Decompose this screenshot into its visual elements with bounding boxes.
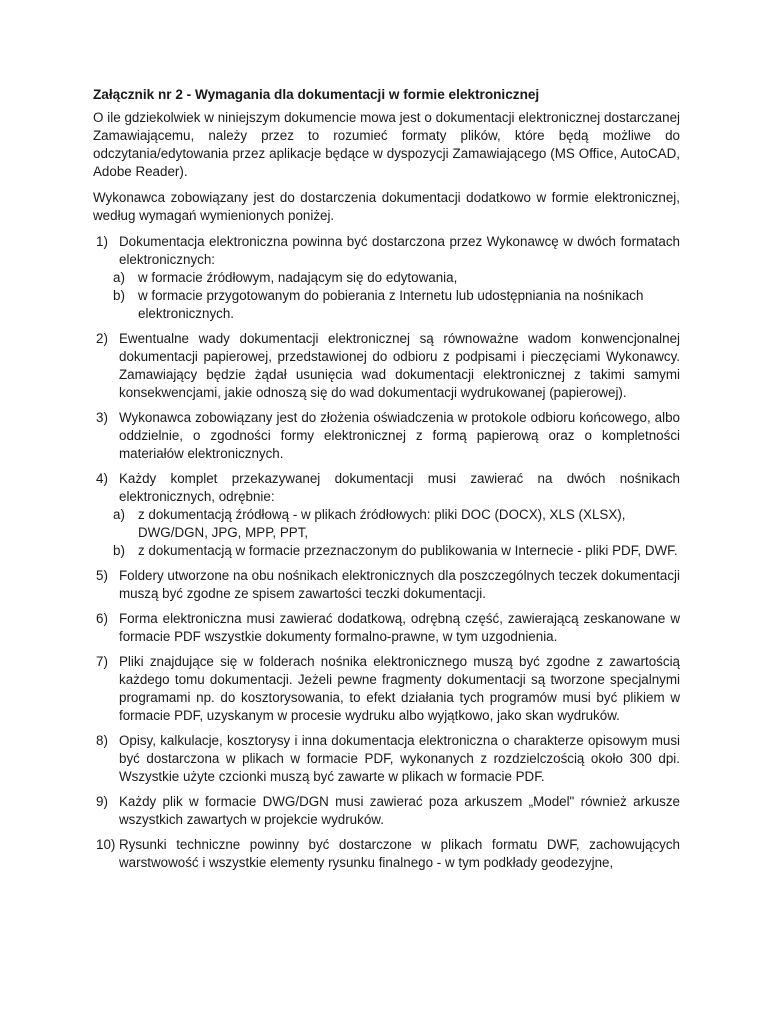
sub-list-item bbox=[113, 269, 680, 287]
list-item-number: 5) bbox=[96, 568, 108, 583]
document-title: Załącznik nr 2 - Wymagania dla dokumentacji w formie elektronicznej bbox=[93, 87, 540, 102]
list-item bbox=[93, 470, 680, 560]
requirements-list bbox=[93, 233, 680, 872]
list-item bbox=[93, 836, 680, 872]
sub-list-item bbox=[113, 506, 680, 542]
sub-list bbox=[113, 506, 680, 560]
list-item bbox=[93, 653, 680, 725]
sub-list-item-number: b) bbox=[113, 288, 125, 303]
sub-list-item bbox=[113, 542, 680, 560]
sub-list-item-number: a) bbox=[113, 507, 125, 522]
list-item bbox=[93, 793, 680, 829]
list-item bbox=[93, 409, 680, 463]
document-page bbox=[93, 86, 680, 879]
sub-list-item-text: z dokumentacją źródłową - w plikach źródłowych: pliki DOC (DOCX), XLS (XLSX), DWG/DGN, JPG, MPP, PPT, bbox=[138, 507, 626, 540]
list-item-text: Pliki znajdujące się w folderach nośnika elektronicznego muszą być zgodne z zawartością każdego tomu dokumentacji. Jeżeli pewne fragmenty dokumentacji są tworzone specjalnymi programami np. do kosztorysowania, to efekt działania tych programów musi być plikiem w formacie PDF, uzyskanym w procesie wydruku albo wyjątkowo, jako skan wydruków. bbox=[119, 654, 680, 723]
list-item-text: Każdy plik w formacie DWG/DGN musi zawierać poza arkuszem „Model" również arkusze wszystkich zawartych w projekcie wydruków. bbox=[119, 794, 680, 827]
sub-list-item-text: w formacie przygotowanym do pobierania z Internetu lub udostępniania na nośnikach elektronicznych. bbox=[138, 288, 644, 321]
list-item-text: Wykonawca zobowiązany jest do złożenia oświadczenia w protokole odbioru końcowego, albo oddzielnie, o zgodności formy elektronicznej z formą papierową oraz o kompletności materiałów elektronicznych. bbox=[119, 410, 680, 461]
list-item bbox=[93, 233, 680, 323]
list-item-text: Dokumentacja elektroniczna powinna być dostarczona przez Wykonawcę w dwóch formatach elektronicznych: bbox=[119, 234, 680, 267]
list-item bbox=[93, 567, 680, 603]
list-item-number: 6) bbox=[96, 611, 108, 626]
list-item-text: Foldery utworzone na obu nośnikach elektronicznych dla poszczególnych teczek dokumentacji muszą być zgodne ze spisem zawartości teczki dokumentacji. bbox=[119, 568, 680, 601]
sub-list-item-text: z dokumentacją w formacie przeznaczonym do publikowania w Internecie - pliki PDF, DWF. bbox=[138, 543, 678, 558]
sub-list-item bbox=[113, 287, 680, 323]
list-item bbox=[93, 330, 680, 402]
intro-paragraph: Wykonawca zobowiązany jest do dostarczenia dokumentacji dodatkowo w formie elektronicznej, według wymagań wymienionych poniżej. bbox=[93, 190, 680, 223]
intro-paragraph: O ile gdziekolwiek w niniejszym dokumencie mowa jest o dokumentacji elektronicznej dostarczanej Zamawiającemu, należy przez to rozumieć formaty plików, które będą możliwe do odczytania/edytowania przez aplikacje będące w dyspozycji Zamawiającego (MS Office, AutoCAD, Adobe Reader). bbox=[93, 110, 680, 179]
list-item bbox=[93, 610, 680, 646]
list-item-text: Rysunki techniczne powinny być dostarczone w plikach formatu DWF, zachowujących warstwowość i wszystkie elementy rysunku finalnego - w tym podkłady geodezyjne, bbox=[119, 837, 680, 870]
list-item-number: 3) bbox=[96, 410, 108, 425]
sub-list-item-text: w formacie źródłowym, nadającym się do edytowania, bbox=[138, 270, 458, 285]
list-item-text: Opisy, kalkulacje, kosztorysy i inna dokumentacja elektroniczna o charakterze opisowym musi być dostarczona w plikach w formacie PDF, wykonanych z rozdzielczością około 300 dpi. Wszystkie użyte czcionki muszą być zawarte w plikach w formacie PDF. bbox=[119, 733, 680, 784]
sub-list-item-number: b) bbox=[113, 543, 125, 558]
list-item-text: Każdy komplet przekazywanej dokumentacji musi zawierać na dwóch nośnikach elektronicznych, odrębnie: bbox=[119, 471, 680, 504]
list-item bbox=[93, 732, 680, 786]
list-item-number: 4) bbox=[96, 471, 108, 486]
sub-list-item-number: a) bbox=[113, 270, 125, 285]
list-item-number: 9) bbox=[96, 794, 108, 809]
list-item-number: 10) bbox=[96, 837, 116, 852]
list-item-number: 2) bbox=[96, 331, 108, 346]
list-item-text: Forma elektroniczna musi zawierać dodatkową, odrębną część, zawierającą zeskanowane w formacie PDF wszystkie dokumenty formalno-prawne, w tym uzgodnienia. bbox=[119, 611, 680, 644]
list-item-number: 8) bbox=[96, 733, 108, 748]
list-item-text: Ewentualne wady dokumentacji elektronicznej są równoważne wadom konwencjonalnej dokumentacji papierowej, przedstawionej do odbioru z podpisami i pieczęciami Wykonawcy. Zamawiający będzie żądał usunięcia wad dokumentacji elektronicznej z takimi samymi konsekwencjami, jakie odnoszą się do wad dokumentacji wydrukowanej (papierowej). bbox=[119, 331, 680, 400]
list-item-number: 1) bbox=[96, 234, 108, 249]
list-item-number: 7) bbox=[96, 654, 108, 669]
sub-list bbox=[113, 269, 680, 323]
